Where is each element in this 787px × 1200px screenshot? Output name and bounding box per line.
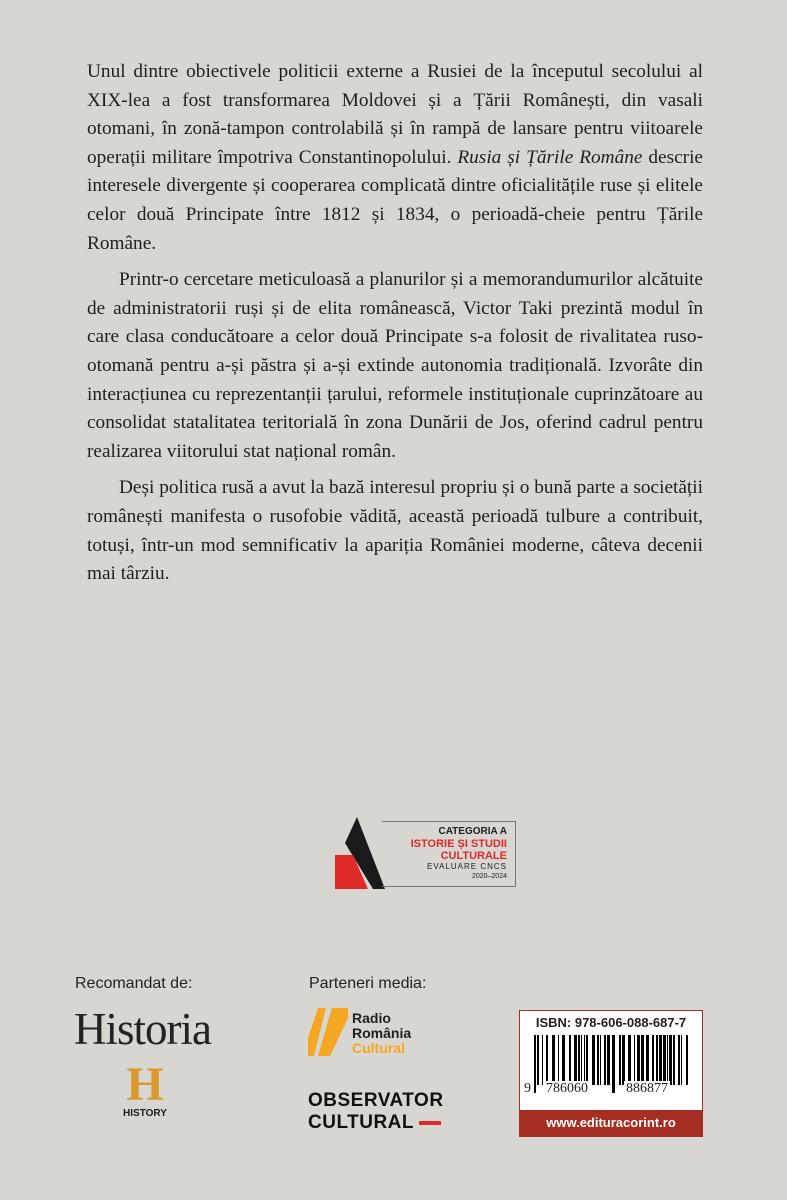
history-h-icon: H: [126, 1058, 164, 1111]
paragraph-3: Deși politica rusă a avut la bază interesul propriu și o bună parte a societății românești manifesta o rusofobie vădită, această perioadă tulbure a contribuit, totuși, într-un mod semnificativ la apariția României moderne, câteva decenii mai târziu.: [87, 477, 703, 585]
barcode-digit: 9: [524, 1081, 531, 1096]
recommended-label: Recomandat de:: [75, 975, 193, 992]
cncs-category-badge: [335, 815, 535, 890]
text: Unul dintre obiectivele politicii externe a Rusiei de la începutul secolului al XIX-lea a fost transformarea Moldovei și a Țării Românești, din vasali otomani, în zonă-tampon controlabilă și în rampă de lansare pentru viitoarele operații militare împotriva Constantinopolului.: [87, 61, 703, 168]
radio-line-2: România: [352, 1025, 412, 1041]
barcode-bar: [597, 1035, 599, 1085]
barcode-bar: [592, 1035, 595, 1085]
badge-domain-2: CULTURALE: [440, 850, 507, 862]
history-logo: [110, 1058, 180, 1119]
obs-line-1: OBSERVATOR: [308, 1090, 444, 1111]
radio-line-3: Cultural: [352, 1040, 405, 1056]
barcode-bar: [619, 1035, 621, 1085]
book-title: Rusia și Țările Române: [457, 146, 643, 168]
red-bar: [419, 1121, 441, 1125]
barcode-bar: [604, 1035, 606, 1085]
paragraph-1: [87, 58, 703, 258]
barcode-bar: [628, 1035, 631, 1085]
barcode-bar: [634, 1035, 635, 1085]
barcode-bar: [542, 1035, 543, 1085]
barcode-bar: [558, 1035, 559, 1085]
text: descrie interesele divergente și cooperarea complicată dintre oficialitățile ruse și elitele celor două Principate între 1812 și 1834, o perioadă-cheie pentru Țările Române.: [87, 146, 703, 254]
barcode-bar: [622, 1035, 625, 1085]
barcode-bar: [659, 1035, 662, 1085]
barcode-bar: [562, 1035, 565, 1085]
barcode-bar: [681, 1035, 682, 1085]
barcode-bar: [574, 1035, 577, 1085]
barcode-bar: [669, 1035, 672, 1085]
barcode-group-2: 886877: [626, 1081, 668, 1096]
barcode-bar: [673, 1035, 675, 1085]
barcode-bar: [584, 1035, 585, 1085]
radio-romania-cultural-logo: [308, 1008, 411, 1056]
barcode-bar: [581, 1035, 582, 1085]
obs-line-2: CULTURAL: [308, 1112, 414, 1133]
barcode-bar: [646, 1035, 649, 1085]
barcode-bar: [652, 1035, 654, 1085]
barcode-bar: [641, 1035, 644, 1085]
badge-years: 2020–2024: [471, 873, 507, 880]
observator-cultural-logo: [308, 1090, 444, 1134]
barcode-bar: [663, 1035, 666, 1085]
barcode-bar: [600, 1035, 601, 1085]
barcode-bar: [578, 1035, 580, 1085]
publisher-website[interactable]: www.edituracorint.ro: [520, 1110, 702, 1136]
isbn-number: ISBN: 978-606-088-687-7: [535, 1015, 687, 1030]
barcode-bar: [678, 1035, 680, 1085]
barcode-bar: [537, 1035, 539, 1085]
barcode-bar: [607, 1035, 610, 1085]
paragraph-2: Printr-o cercetare meticuloasă a planurilor și a memorandumurilor alcătuite de administratorii ruși și de elita românească, Victor Taki prezintă modul în care clasa conducătoare a celor două Principate s-a folosit de rivalitatea ruso-otomană pentru a-și păstra și a-și extinde autonomia tradițională. Izvorâte din interacțiunea cu reprezentanții țarului, reformele instituționale cuprinzătoare au consolidat statalitatea teritorială în zona Dunării de Jos, oferind cadrul pentru realizarea viitorului stat național român.: [87, 269, 703, 462]
radio-line-1: Radio: [352, 1010, 391, 1026]
badge-category: CATEGORIA A: [438, 826, 507, 837]
barcode-bar: [569, 1035, 571, 1085]
historia-logo: Historia: [74, 1004, 211, 1054]
radio-stripes-icon: [308, 1008, 348, 1056]
isbn-barcode: [519, 1010, 703, 1137]
barcode-bar: [656, 1035, 658, 1085]
barcode-bar: [586, 1035, 588, 1085]
back-cover-blurb: [87, 58, 703, 597]
barcode-bar: [552, 1035, 555, 1085]
media-label: Parteneri media:: [309, 975, 427, 992]
badge-domain: ISTORIE ȘI STUDII: [410, 838, 507, 850]
barcode-group-1: 786060: [546, 1081, 588, 1096]
history-text: HISTORY: [123, 1108, 167, 1119]
barcode-bar: [637, 1035, 640, 1085]
barcode-bar: [667, 1035, 668, 1085]
barcode-bar: [546, 1035, 548, 1085]
barcode-bar: [686, 1035, 688, 1085]
badge-eval: EVALUARE CNCS: [427, 862, 507, 871]
